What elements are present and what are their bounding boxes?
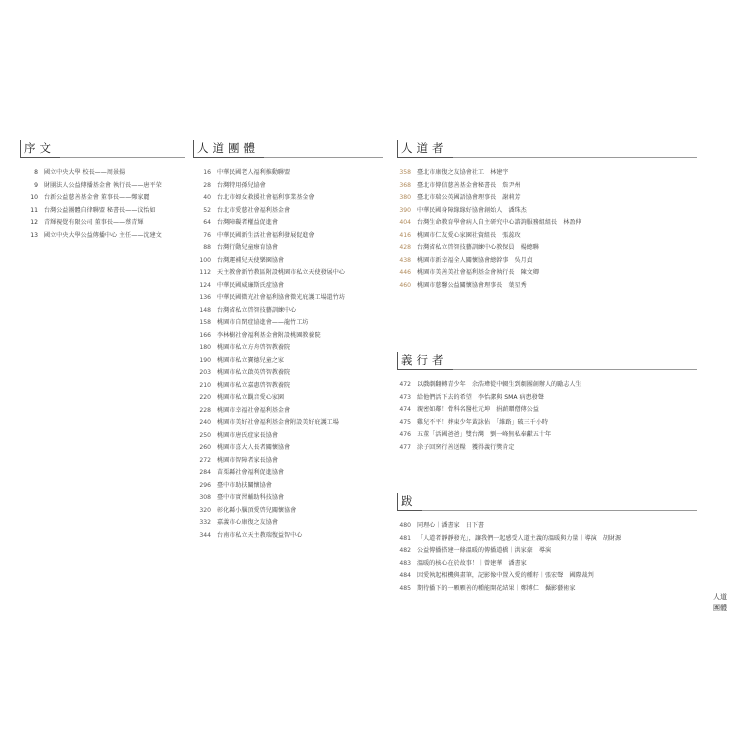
- page-number: 284: [199, 469, 211, 476]
- page-number: 320: [199, 506, 211, 514]
- preface-list: [20, 167, 185, 242]
- groups-column: [193, 137, 383, 542]
- page-number: 16: [203, 169, 211, 176]
- entry-label: 桃園市智障者家長協會: [217, 456, 278, 464]
- spacer: [397, 454, 697, 490]
- entry-label: 台北市愛慈社會福利基金會: [217, 206, 291, 214]
- page-number: 148: [199, 306, 211, 314]
- page-number: 485: [399, 584, 411, 592]
- toc-entry[interactable]: [20, 230, 185, 243]
- toc-entry[interactable]: [193, 492, 383, 505]
- page-number: 76: [203, 231, 211, 239]
- page-number: 296: [199, 481, 211, 489]
- section-side-tab: [713, 592, 743, 614]
- entry-label: 桃園市私立寶德兒童之家: [217, 356, 285, 364]
- postscript-list: [397, 520, 697, 595]
- postscript-divider: [397, 510, 697, 511]
- page-number: 158: [199, 319, 211, 326]
- toc-entry[interactable]: [193, 180, 383, 193]
- page-number: 166: [199, 331, 211, 339]
- page-number: 240: [199, 419, 211, 426]
- entry-label: 桃園市唐氏症家長協會: [217, 431, 278, 439]
- page-number: 260: [199, 444, 211, 451]
- entry-label: 中華民國微光社會福利協會微光庇護工場還竹坊: [217, 294, 345, 301]
- entry-label: 中華民國新生活社會福利發展促進會: [217, 231, 315, 239]
- entry-label: 台新公益慈善基金會 董事長——鄭家麗: [44, 194, 150, 201]
- page-number: 390: [399, 206, 411, 214]
- toc-entry[interactable]: [193, 217, 383, 230]
- entry-label: 台灣生命教育學會病人自主研究中心諮詢服務組組長 林盈伸: [417, 219, 582, 226]
- toc-entry[interactable]: [397, 558, 697, 571]
- entry-label: 臺中市實習輔助科技協會: [217, 494, 285, 501]
- page-number: 40: [203, 194, 211, 201]
- toc-entry[interactable]: [193, 442, 383, 455]
- entry-label: 臺北市瑞公英國語協會理事長 謝莉芳: [417, 194, 521, 201]
- entry-label: 中華民國威廉斯氏症協會: [217, 281, 285, 289]
- entry-label: 彰化縣小腦頂愛啓兒關懷協會: [217, 506, 297, 514]
- toc-entry[interactable]: [193, 330, 383, 343]
- page-number: 12: [30, 219, 38, 226]
- page-number: 210: [199, 381, 211, 389]
- practice-title: 義行者: [397, 352, 453, 370]
- page-number: 358: [399, 169, 411, 176]
- entry-label: 桃園市私立觀音愛心家園: [217, 394, 285, 401]
- entry-label: 國立中央大學公益傳播中心 主任——沈建文: [44, 231, 162, 239]
- entry-label: 李林樹社會福利基金會附設桃園教養院: [217, 331, 321, 339]
- toc-entry[interactable]: [193, 292, 383, 305]
- page-number: 482: [399, 547, 411, 554]
- toc-entry[interactable]: [397, 280, 697, 293]
- page-number: 203: [199, 369, 211, 376]
- toc-entry[interactable]: [193, 405, 383, 418]
- page-number: 8: [34, 169, 38, 176]
- toc-entry[interactable]: [193, 480, 383, 493]
- page-number: 481: [399, 534, 411, 542]
- entry-label: 桃園市幸福社會福利基金會: [217, 406, 291, 414]
- toc-entry[interactable]: [397, 545, 697, 558]
- entry-label: 國立中央大學 校長——周景揚: [44, 169, 126, 176]
- spacer: [397, 292, 697, 349]
- toc-entry[interactable]: [397, 392, 697, 405]
- people-list: [397, 167, 697, 292]
- toc-entry[interactable]: [397, 583, 697, 596]
- toc-entry[interactable]: [193, 192, 383, 205]
- entry-label: 嘉義市心康復之友協會: [217, 519, 278, 526]
- page-number: 428: [399, 244, 411, 251]
- entry-label: 桃園市自閉症協進會——龍竹工坊: [217, 319, 309, 326]
- toc-entry[interactable]: [397, 255, 697, 268]
- page-number: 220: [199, 394, 211, 401]
- side-tab-line-2: 團體: [713, 604, 727, 612]
- toc-entry[interactable]: [397, 180, 697, 193]
- toc-entry[interactable]: [193, 167, 383, 180]
- page-number: 9: [34, 181, 38, 189]
- page-number: 446: [399, 269, 411, 276]
- toc-entry[interactable]: [193, 267, 383, 280]
- page-number: 13: [30, 231, 38, 239]
- page-number: 11: [30, 206, 38, 214]
- entry-label: 期待播下的一顆顆善的種能開花結果｜鄭博仁 攝影藝術家: [417, 584, 576, 592]
- page-number: 332: [199, 519, 211, 526]
- toc-entry[interactable]: [20, 180, 185, 193]
- toc-entry[interactable]: [193, 205, 383, 218]
- page-number: 272: [199, 456, 211, 464]
- toc-entry[interactable]: [397, 442, 697, 455]
- entry-label: 雞兒不平！葬東少年黃詠佑 「維路」破三千小時: [417, 418, 549, 426]
- page-number: 472: [399, 381, 411, 388]
- toc-entry[interactable]: [397, 570, 697, 583]
- entry-label: 桃園市新幸福全人關懷協會總幹事 吳月貞: [417, 256, 533, 264]
- entry-label: 「人道者靜靜發光」，讓我們一起感受人道主義的溫暖與力量｜導演 胡財源: [417, 534, 622, 542]
- people-title: 人道者: [397, 140, 453, 158]
- entry-label: 臺北市傳信慈善基金會秘書長 詹尹州: [417, 181, 521, 189]
- toc-entry[interactable]: [193, 517, 383, 530]
- toc-entry[interactable]: [193, 255, 383, 268]
- entry-label: 台灣行動兒童療育協會: [217, 244, 278, 251]
- page-number: 483: [399, 559, 411, 567]
- toc-entry[interactable]: [193, 305, 383, 318]
- toc-entry[interactable]: [193, 417, 383, 430]
- entry-label: 因愛執起相機與畫筆，記影像中置入愛的種籽｜張宏聲 國際裁判: [417, 572, 594, 579]
- entry-label: 桃園市私立嘉惠啓智教養院: [217, 381, 291, 389]
- entry-label: 五董「活國爸爸」雙台灣 劉一峰無私奉獻五十年: [417, 431, 552, 438]
- toc-entry[interactable]: [193, 367, 383, 380]
- page-number: 28: [203, 181, 211, 189]
- page-number: 112: [199, 269, 211, 276]
- entry-label: 以戲劇翻轉青少年 余浩瑋從中輟生到劇團創辦人的勵志人生: [417, 381, 582, 388]
- toc-entry[interactable]: [193, 317, 383, 330]
- preface-section: [20, 137, 185, 242]
- entry-label: 桃園市仁友愛心家園社資組長 張蕊玫: [417, 231, 521, 239]
- toc-entry[interactable]: [397, 167, 697, 180]
- toc-entry[interactable]: [193, 392, 383, 405]
- entry-label: 公益傳播搭建一條溫暖的傳播道橋｜洪家豪 導演: [417, 547, 552, 554]
- toc-entry[interactable]: [20, 167, 185, 180]
- entry-label: 涂子回窯行善送糧 獲得義行獎肯定: [417, 443, 515, 451]
- postscript-title: 跋: [397, 493, 422, 511]
- entry-label: 給他們活下去的希望 李怡潔與 SMA 病患發聲: [417, 393, 544, 401]
- page-number: 474: [399, 406, 411, 413]
- page-number: 308: [199, 494, 211, 501]
- entry-label: 財團法人公益傳播基金會 執行長——唐平荣: [44, 181, 162, 189]
- entry-label: 苗栗縣社會福利促進協會: [217, 469, 285, 476]
- preface-title: 序文: [20, 140, 60, 158]
- toc-entry[interactable]: [397, 192, 697, 205]
- page-number: 475: [399, 418, 411, 426]
- entry-label: 天主教會新竹教區附設桃園市私立天使發展中心: [217, 269, 345, 276]
- toc-entry[interactable]: [193, 430, 383, 443]
- page-number: 88: [203, 244, 211, 251]
- page-number: 380: [399, 194, 411, 201]
- toc-entry[interactable]: [193, 467, 383, 480]
- entry-label: 桃園市私立方舟啓智教養院: [217, 344, 291, 351]
- page-number: 404: [399, 219, 411, 226]
- page-number: 416: [399, 231, 411, 239]
- page-number: 100: [199, 256, 211, 264]
- toc-entry[interactable]: [397, 242, 697, 255]
- entry-label: 青輝視覺有限公司 董事長——蔡青輝: [44, 219, 144, 226]
- entry-label: 台灣運補兒天使樂園協會: [217, 256, 285, 264]
- toc-entry[interactable]: [397, 379, 697, 392]
- practice-list: [397, 379, 697, 454]
- page-number: 460: [399, 281, 411, 289]
- page-number: 180: [199, 344, 211, 351]
- entry-label: 台南市私立天主教瑞復益智中心: [217, 531, 303, 539]
- entry-label: 臺北市康復之友協會社工 林建宇: [417, 169, 509, 176]
- toc-entry[interactable]: [397, 417, 697, 430]
- toc-entry[interactable]: [193, 230, 383, 243]
- entry-label: 溫暖的核心在於故事！｜曾建華 潘書家: [417, 559, 527, 567]
- entry-label: 台灣省私立啓智技藝訓練中心教保員 楊總聯: [417, 244, 539, 251]
- toc-entry[interactable]: [193, 280, 383, 293]
- entry-label: 台灣公益團體自律聯盟 秘書長——汶怡如: [44, 206, 156, 214]
- toc-entry[interactable]: [193, 355, 383, 368]
- groups-title: 人道團體: [193, 140, 264, 158]
- entry-label: 中華民國老人福利推動聯盟: [217, 169, 291, 176]
- toc-entry[interactable]: [397, 520, 697, 533]
- entry-label: 桃園市私立啟英啓智教養院: [217, 369, 291, 376]
- toc-entry[interactable]: [397, 205, 697, 218]
- page-number: 477: [399, 443, 411, 451]
- toc-entry[interactable]: [193, 530, 383, 543]
- toc-entry[interactable]: [20, 192, 185, 205]
- toc-entry[interactable]: [20, 217, 185, 230]
- toc-entry[interactable]: [193, 505, 383, 518]
- page-number: 10: [30, 194, 38, 201]
- entry-label: 親密如鄰！骨科名醫杜元坤 捐薪贈僧傳公益: [417, 406, 539, 413]
- toc-entry[interactable]: [397, 230, 697, 243]
- entry-label: 台灣省私立啓智技藝訓練中心: [217, 306, 297, 314]
- groups-list: [193, 167, 383, 542]
- side-tab-line-1: 人道: [713, 593, 727, 601]
- toc-entry[interactable]: [397, 217, 697, 230]
- toc-entry[interactable]: [397, 429, 697, 442]
- preface-column: [20, 137, 185, 242]
- entry-label: 臺中市助扶關懷協會: [217, 481, 272, 489]
- page-number: 480: [399, 522, 411, 529]
- entry-label: 中華民國身障緣緣好協會創始人 潘珠杰: [417, 206, 527, 214]
- page-number: 190: [199, 356, 211, 364]
- toc-entry[interactable]: [193, 455, 383, 468]
- page-number: 250: [199, 431, 211, 439]
- page-number: 484: [399, 572, 411, 579]
- page-number: 473: [399, 393, 411, 401]
- entry-label: 桃園市美好社會福利基金會附設美好庇護工場: [217, 419, 339, 426]
- entry-label: 台灣特用孫兒協會: [217, 181, 266, 189]
- entry-label: 桃園市喜大人長者關懷協會: [217, 444, 291, 451]
- page-number: 124: [199, 281, 211, 289]
- people-section: [397, 137, 697, 292]
- toc-entry[interactable]: [20, 205, 185, 218]
- right-column: [397, 137, 697, 595]
- page-number: 368: [399, 181, 411, 189]
- page-number: 228: [199, 406, 211, 414]
- toc-entry[interactable]: [397, 404, 697, 417]
- entry-label: 桃園市美善美社會福利基金會執行長 陳文卿: [417, 269, 539, 276]
- page-number: 476: [399, 431, 411, 438]
- toc-entry[interactable]: [193, 242, 383, 255]
- toc-entry[interactable]: [397, 533, 697, 546]
- practice-section: [397, 349, 697, 454]
- groups-section: [193, 137, 383, 542]
- page-number: 438: [399, 256, 411, 264]
- page-number: 64: [203, 219, 211, 226]
- page-number: 52: [203, 206, 211, 214]
- entry-label: 桃園市慈馨公益關懷協會理事長 葉星秀: [417, 281, 527, 289]
- entry-label: 台灣障礙者權益促進會: [217, 219, 278, 226]
- toc-entry[interactable]: [193, 342, 383, 355]
- entry-label: 同理心｜潘書家 日下書: [417, 522, 485, 529]
- page-number: 344: [199, 531, 211, 539]
- entry-label: 台北市婦女救援社會福利事業基金會: [217, 194, 315, 201]
- toc-entry[interactable]: [397, 267, 697, 280]
- page-number: 136: [199, 294, 211, 301]
- toc-entry[interactable]: [193, 380, 383, 393]
- postscript-section: [397, 490, 697, 595]
